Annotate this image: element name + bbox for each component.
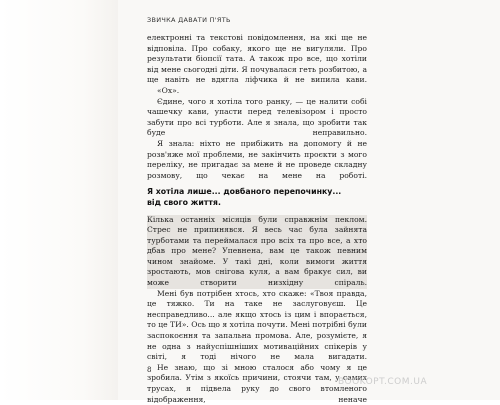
paragraph: Не знаю, що зі мною сталося або чому я це зробила. Утім з якоїсь причини, стоячи там, у самих трусах, я підвела руку до свого втомленого відображення, неначе: [147, 362, 367, 404]
heading-line: Я хотіла лише... довбаного перепочинку...: [147, 187, 342, 197]
heading-line: від свого життя.: [147, 197, 221, 207]
section-heading: [147, 187, 367, 208]
paragraph: Єдине, чого я хотіла того ранку, — це налити собі чашечку кави, упасти перед телевізором і просто забути про всі турботи. Але я знала, що зробити так буде неправильно.: [147, 96, 367, 138]
paragraph: Мені був потрібен хтось, хто скаже: «Твоя правда, це тяжко. Ти на таке не заслуговуєш. Це несправедливо... але якщо хтось із цим і впорається, то це ТИ». Ось що я хотіла почути. Мені потрібні були заспокоєння та запальна промова. Але, розумієте, я не одна з найуспішніших мотиваційних спікерів у світі, я тоді нічого не мала вигадати.: [147, 288, 367, 362]
paragraph: «Ох».: [157, 85, 180, 95]
paragraph: Я знала: ніхто не прибіжить на допомогу й не розв'яже мої проблеми, не закінчить проєкти з мого переліку, не пригадає за мене й не проведе складну розмову, що чекає на мене на роботі.: [147, 138, 367, 180]
paragraph: Кілька останніх місяців були справжнім пеклом. Стрес не припинявся. Я весь час була зайнята турботами та переймалася про всіх та про все, а хто дбав про мене? Упевнена, вам це також певним чином знайоме. У такі дні, коли вимоги життя зростають, мов снігова куля, а вам бракує сил, ви може створити низхідну спіраль.: [147, 214, 367, 288]
page-margin: [0, 0, 118, 400]
paragraph: електронні та текстові повідомлення, на які ще не відповіла. Про собаку, якого ще не вигуляли. Про результати біопсії тата. А також про все, що хотіли від мене сьогодні діти. Я почувалася геть розбитою, а ще навіть не вдягла ліфчика й не випила кави.: [147, 33, 367, 85]
running-head: ЗВИЧКА ДАВАТИ П'ЯТЬ: [147, 16, 231, 24]
page-number: 8: [147, 366, 152, 374]
body-text: [147, 33, 367, 405]
watermark: BOOKOPT.COM.UA: [338, 377, 428, 387]
